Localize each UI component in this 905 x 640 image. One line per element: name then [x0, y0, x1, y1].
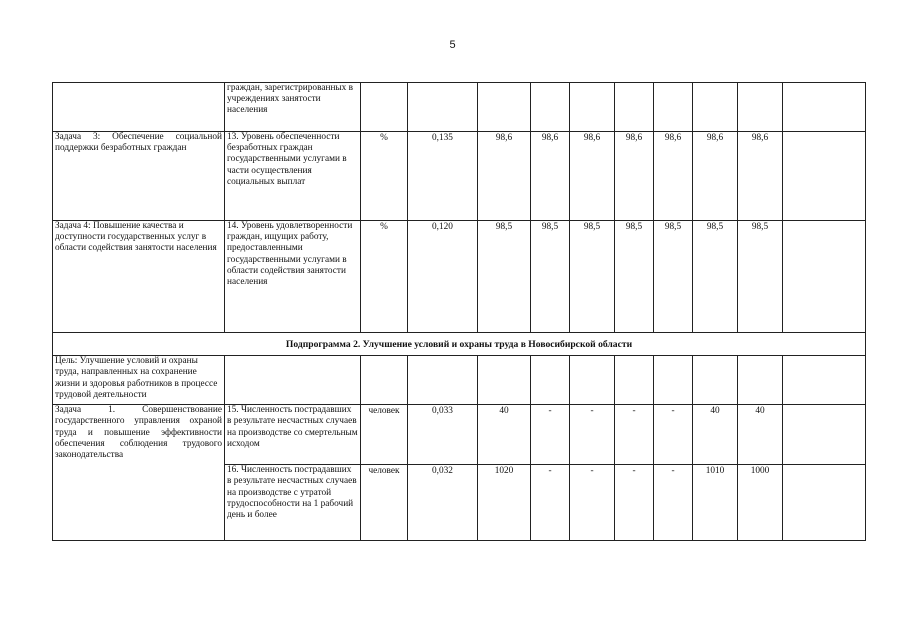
value-cell: 98,5	[615, 221, 654, 333]
indicator-cell: 14. Уровень удовлетворенности граждан, ищущих работу, предоставленными государственными услугами в области содействия занятости населения	[225, 221, 361, 333]
value-cell	[478, 356, 531, 405]
value-cell: 1000	[738, 465, 783, 541]
subprogram-title: Подпрограмма 2. Улучшение условий и охраны труда в Новосибирской области	[53, 333, 866, 356]
value-cell	[654, 356, 693, 405]
weight-cell: 0,120	[408, 221, 478, 333]
page-number: 5	[449, 39, 456, 51]
indicator-cell: граждан, зарегистрированных в учреждениях занятости населения	[225, 83, 361, 132]
value-cell	[783, 221, 866, 333]
indicator-cell: 16. Численность пострадавших в результате несчастных случаев на производстве с утратой трудоспособности на 1 рабочий день и более	[225, 465, 361, 541]
value-cell: 98,5	[570, 221, 615, 333]
indicators-table	[52, 82, 866, 541]
value-cell: 98,6	[615, 132, 654, 221]
value-cell: 98,5	[531, 221, 570, 333]
value-cell: -	[615, 465, 654, 541]
value-cell: 98,5	[478, 221, 531, 333]
value-cell: 1010	[693, 465, 738, 541]
table-row	[53, 132, 866, 221]
value-cell: -	[531, 465, 570, 541]
value-cell	[783, 405, 866, 465]
weight-cell	[408, 356, 478, 405]
value-cell	[531, 83, 570, 132]
task-cell: Задача 1. Совершенствование государственного управления охраной труда и повышение эффективности обеспечения соблюдения трудового законодательства	[53, 405, 225, 541]
value-cell: -	[654, 405, 693, 465]
value-cell	[570, 356, 615, 405]
value-cell	[570, 83, 615, 132]
goal-row	[53, 356, 866, 405]
unit-cell	[361, 356, 408, 405]
value-cell: -	[570, 465, 615, 541]
unit-cell: человек	[361, 465, 408, 541]
table-row	[53, 405, 866, 465]
value-cell	[783, 465, 866, 541]
unit-cell: %	[361, 221, 408, 333]
value-cell: 40	[738, 405, 783, 465]
value-cell	[693, 83, 738, 132]
value-cell: 98,6	[531, 132, 570, 221]
value-cell: 40	[693, 405, 738, 465]
value-cell: -	[615, 405, 654, 465]
weight-cell: 0,033	[408, 405, 478, 465]
value-cell: 98,5	[654, 221, 693, 333]
task-cell	[53, 83, 225, 132]
value-cell	[654, 83, 693, 132]
value-cell	[531, 356, 570, 405]
weight-cell: 0,032	[408, 465, 478, 541]
value-cell: 98,6	[570, 132, 615, 221]
value-cell	[738, 83, 783, 132]
value-cell: -	[570, 405, 615, 465]
task-cell: Задача 3: Обеспечение социальной поддержки безработных граждан	[53, 132, 225, 221]
indicator-cell: 15. Численность пострадавших в результате несчастных случаев на производстве со смертельным исходом	[225, 405, 361, 465]
indicator-cell: 13. Уровень обеспеченности безработных граждан государственными услугами в части осуществления социальных выплат	[225, 132, 361, 221]
table-row	[53, 83, 866, 132]
value-cell: 98,5	[693, 221, 738, 333]
indicator-cell	[225, 356, 361, 405]
goal-cell: Цель: Улучшение условий и охраны труда, направленных на сохранение жизни и здоровья работников в процессе трудовой деятельности	[53, 356, 225, 405]
value-cell: 98,6	[478, 132, 531, 221]
unit-cell	[361, 83, 408, 132]
weight-cell	[408, 83, 478, 132]
value-cell	[615, 83, 654, 132]
task-cell: Задача 4: Повышение качества и доступности государственных услуг в области содействия занятости населения	[53, 221, 225, 333]
table-row	[53, 221, 866, 333]
value-cell	[783, 83, 866, 132]
value-cell: 98,6	[654, 132, 693, 221]
value-cell	[783, 356, 866, 405]
unit-cell: %	[361, 132, 408, 221]
value-cell: 98,6	[738, 132, 783, 221]
value-cell	[738, 356, 783, 405]
value-cell	[693, 356, 738, 405]
value-cell: 40	[478, 405, 531, 465]
value-cell: 98,5	[738, 221, 783, 333]
value-cell: -	[654, 465, 693, 541]
value-cell	[783, 132, 866, 221]
subprogram-row	[53, 333, 866, 356]
weight-cell: 0,135	[408, 132, 478, 221]
value-cell	[478, 83, 531, 132]
unit-cell: человек	[361, 405, 408, 465]
value-cell: -	[531, 405, 570, 465]
value-cell	[615, 356, 654, 405]
value-cell: 1020	[478, 465, 531, 541]
value-cell: 98,6	[693, 132, 738, 221]
